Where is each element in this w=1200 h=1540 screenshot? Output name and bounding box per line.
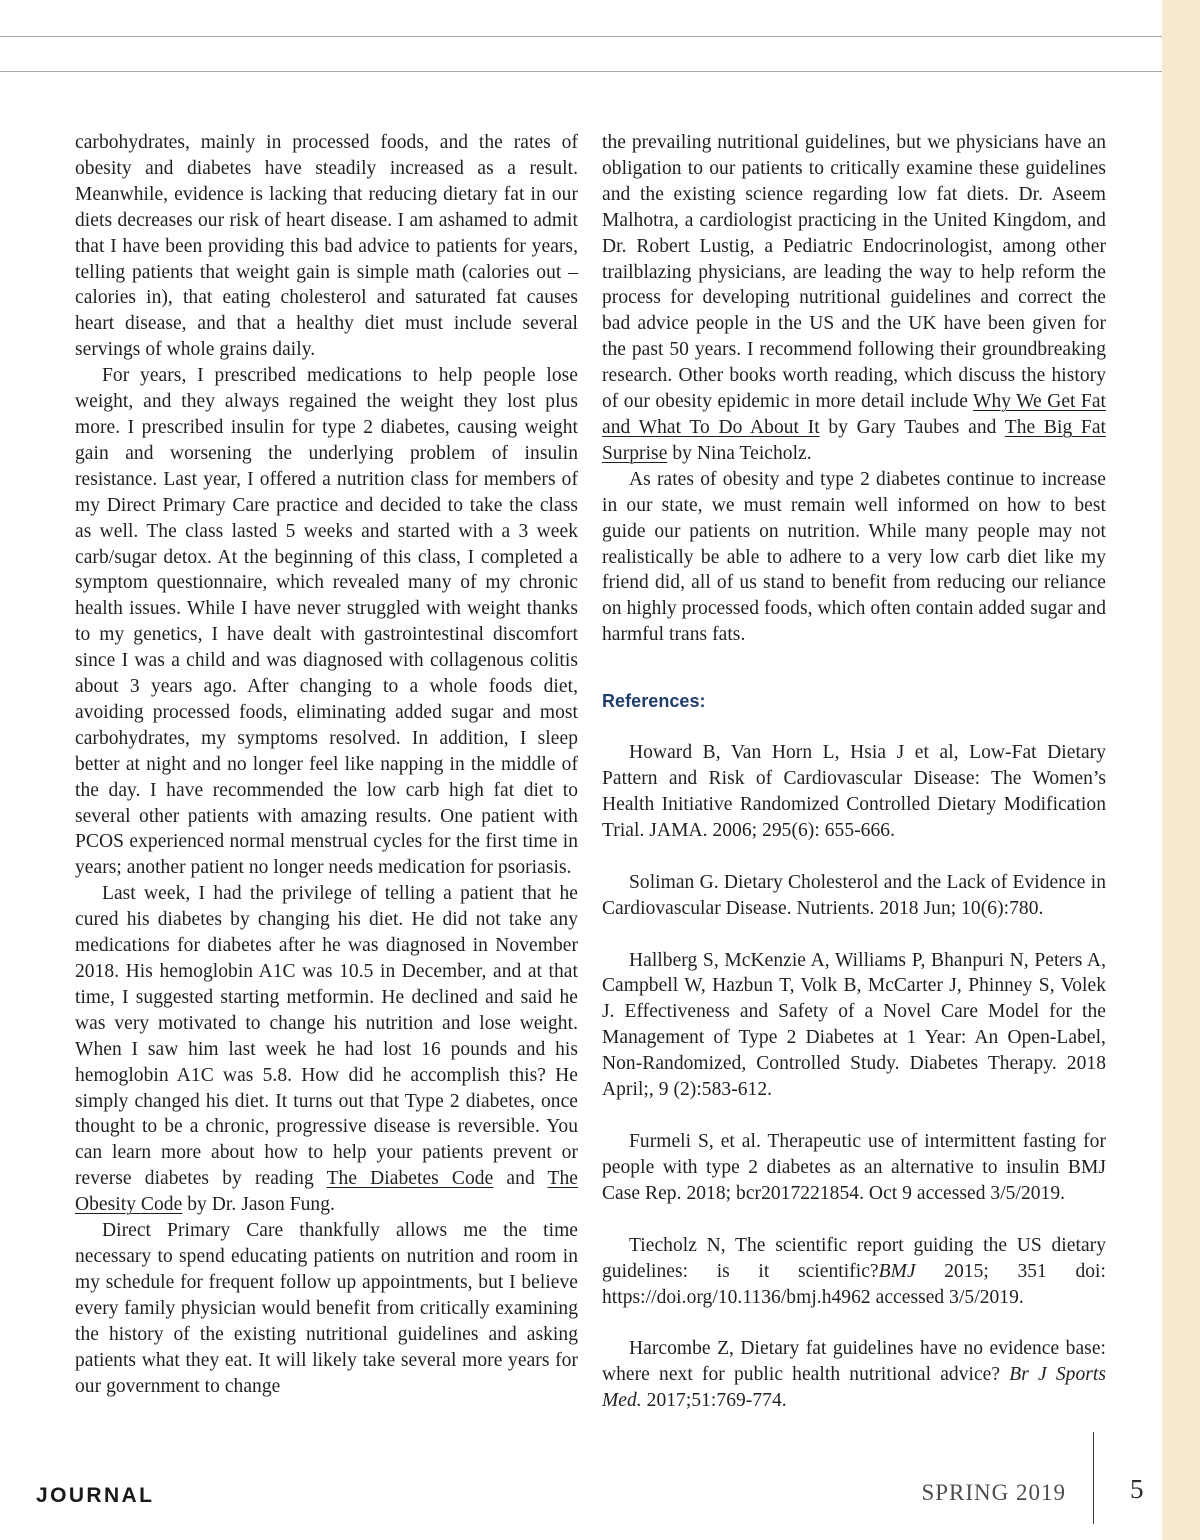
paragraph	[602, 130, 1106, 467]
footer-divider	[1093, 1432, 1094, 1524]
reference-text: 2017;51:769-774.	[641, 1390, 787, 1412]
paragraph: Direct Primary Care thankfully allows me the time necessary to spend educating patients on nutrition and room in my schedule for frequent follow up appointments, but I believe every family physician would benefit from critically examining the history of the existing nutritional guidelines and asking patients what they eat. It will likely take several more years for our government to change	[75, 1220, 578, 1397]
reference-item: Soliman G. Dietary Cholesterol and the Lack of Evidence in Cardiovascular Disease. Nutrients. 2018 Jun; 10(6):780.	[602, 871, 1106, 919]
references-heading: References:	[602, 691, 706, 712]
header-rule-bottom	[0, 71, 1162, 72]
book-title-diabetes-code: The Diabetes Code	[326, 1168, 494, 1190]
reference-item: Hallberg S, McKenzie A, Williams P, Bhanpuri N, Peters A, Campbell W, Hazbun T, Volk B, McCarter J, Phinney S, Volek J. Effectiveness and Safety of a Novel Care Model for the Management of Type 2 Diabetes at 1 Year: An Open-Label, Non-Randomized, Controlled Study. Diabetes Therapy. 2018 April;, 9 (2):583-612.	[602, 949, 1106, 1101]
paragraph-text: by Dr. Jason Fung.	[182, 1194, 335, 1216]
reference-text: Harcombe Z, Dietary fat guidelines have no evidence base: where next for public health nutritional advice?	[602, 1338, 1106, 1386]
reference-item: Furmeli S, et al. Therapeutic use of intermittent fasting for people with type 2 diabetes as an alternative to insulin BMJ Case Rep. 2018; bcr2017221854. Oct 9 accessed 3/5/2019.	[602, 1131, 1106, 1204]
reference-item	[602, 1233, 1106, 1311]
paragraph-text: by Gary Taubes and	[819, 416, 1005, 438]
header-rule-top	[0, 36, 1162, 37]
reference-journal: BMJ	[878, 1260, 916, 1282]
reference-text: Tiecholz N, The scientific report guiding the US dietary guidelines: is it scientific?	[602, 1234, 1106, 1282]
book-title-obesity-code: The Obesity Code	[75, 1168, 578, 1216]
reference-text: 2015; 351 doi: https://doi.org/10.1136/bmj.h4962 accessed 3/5/2019.	[602, 1260, 1106, 1308]
left-column	[75, 130, 578, 1399]
side-accent-strip	[1162, 0, 1200, 1540]
paragraph-text: Last week, I had the privilege of telling a patient that he cured his diabetes by changing his diet. He did not take any medications for diabetes after he was diagnosed in November 2018. His hemoglobin A1C was 10.5 in December, and at that time, I suggested starting metformin. He declined and said he was very motivated to change his nutrition and lose weight. When I saw him last week he had lost 16 pounds and his hemoglobin A1C was 5.8. How did he accomplish this? He simply changed his diet. It turns out that Type 2 diabetes, once thought to be a chronic, progressive disease is reversible. You can learn more about how to help your patients prevent or reverse diabetes by reading	[75, 883, 578, 1190]
book-title-big-fat-surprise: The Big Fat Surprise	[602, 416, 1106, 464]
footer-journal-title: JOURNAL	[36, 1484, 155, 1507]
paragraph-text: by Nina Teicholz.	[667, 442, 812, 464]
page-number: 5	[1130, 1474, 1144, 1504]
book-title-why-we-get-fat: Why We Get Fat and What To Do About It	[602, 391, 1106, 438]
right-column	[602, 130, 1106, 1440]
reference-item	[602, 1336, 1106, 1414]
reference-journal: Br J Sports Med.	[602, 1364, 1106, 1412]
paragraph-text: and	[493, 1168, 548, 1190]
paragraph	[75, 881, 578, 1218]
paragraph: For years, I prescribed medications to help people lose weight, and they always regained the weight they lost plus more. I prescribed insulin for type 2 diabetes, causing weight gain and worsening the underlying problem of insulin resistance. Last year, I offered a nutrition class for members of my Direct Primary Care practice and decided to take the class as well. The class lasted 5 weeks and started with a 3 week carb/sugar detox. At the beginning of this class, I completed a symptom questionnaire, which revealed many of my chronic health issues. While I have never struggled with weight thanks to my genetics, I have dealt with gastrointestinal discomfort since I was a child and was diagnosed with collagenous colitis about 3 years ago. After changing to a whole foods diet, avoiding processed foods, eliminating added sugar and most carbohydrates, my symptoms resolved. In addition, I sleep better at night and no longer feel like napping in the middle of the day. I have recommended the low carb high fat diet to several other patients with amazing results. One patient with PCOS experienced normal menstrual cycles for the first time in years; another patient no longer needs medication for psoriasis.	[75, 365, 578, 879]
paragraph: As rates of obesity and type 2 diabetes continue to increase in our state, we must remain well informed on how to best guide our patients on nutrition. While many people may not realistically be able to adhere to a very low carb diet like my friend did, all of us stand to benefit from reducing our reliance on highly processed foods, which often contain added sugar and harmful trans fats.	[602, 468, 1106, 646]
paragraph-text: the prevailing nutritional guidelines, but we physicians have an obligation to our patients to critically examine these guidelines and the existing science regarding low fat diets. Dr. Aseem Malhotra, a cardiologist practicing in the United Kingdom, and Dr. Robert Lustig, a Pediatric Endocrinologist, among other trailblazing physicians, are leading the way to help reform the process for developing nutritional guidelines and correct the bad advice people in the US and the UK have been given for the past 50 years. I recommend following their groundbreaking research. Other books worth reading, which discuss the history of our obesity epidemic in more detail include	[602, 132, 1106, 413]
reference-item: Howard B, Van Horn L, Hsia J et al, Low-Fat Dietary Pattern and Risk of Cardiovascular Disease: The Women’s Health Initiative Randomized Controlled Dietary Modification Trial. JAMA. 2006; 295(6): 655-666.	[602, 742, 1106, 841]
footer-issue-season: SPRING 2019	[921, 1480, 1066, 1505]
paragraph: carbohydrates, mainly in processed foods, and the rates of obesity and diabetes have steadily increased as a result. Meanwhile, evidence is lacking that reducing dietary fat in our diets decreases our risk of heart disease. I am ashamed to admit that I have been providing this bad advice to patients for years, telling patients that weight gain is simple math (calories out – calories in), that eating cholesterol and saturated fat causes heart disease, and that a healthy diet must include several servings of whole grains daily.	[75, 132, 578, 361]
